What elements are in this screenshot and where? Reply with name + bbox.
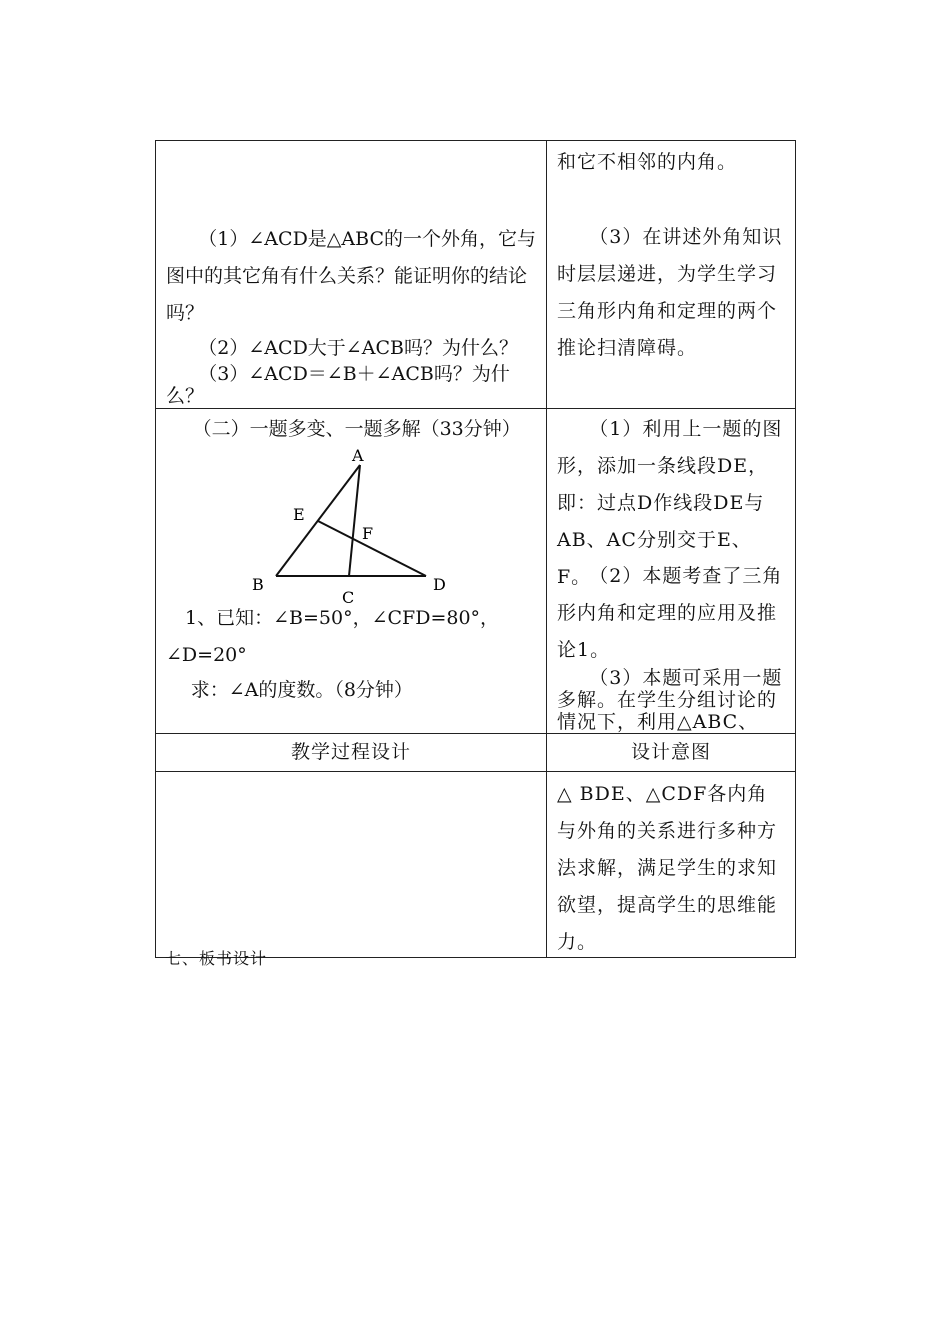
intent-cell [547, 772, 796, 958]
label-f: F [362, 524, 374, 543]
table-row [156, 141, 796, 409]
triangle-figure [236, 443, 536, 603]
board-design-heading: 七、板书设计 [165, 949, 268, 968]
table-header-row [156, 734, 796, 772]
label-b: B [252, 575, 264, 594]
intent-cell [547, 409, 796, 734]
intent-continuation: 和它不相邻的内角。 [557, 151, 738, 173]
intent-continuation-2: △ BDE、△CDF各内角与外角的关系进行多种方法求解，满足学生的求知欲望，提高学生的思维能力。 [557, 783, 778, 953]
process-cell [156, 772, 547, 958]
question-2: （2）∠ACD大于∠ACB吗？为什么？ [198, 337, 518, 359]
segment-ab [276, 465, 360, 576]
label-a: A [352, 446, 364, 465]
process-cell [156, 409, 547, 734]
header-intent: 设计意图 [547, 734, 796, 772]
question-3: （3）∠ACD＝∠B＋∠ACB吗？为什么？ [166, 363, 510, 407]
label-c: C [342, 588, 355, 603]
section-title: （二）一题多变、一题多解（33分钟） [192, 418, 521, 440]
table-row [156, 409, 796, 734]
label-d: D [433, 575, 446, 594]
problem-given: 1、已知：∠B=50°，∠CFD=80°，∠D=20° [166, 607, 500, 666]
header-process: 教学过程设计 [156, 734, 547, 772]
segment-ac [349, 465, 360, 576]
table-row [156, 772, 796, 958]
label-e: E [293, 505, 305, 524]
question-1: （1）∠ACD是△ABC的一个外角，它与图中的其它角有什么关系？能证明你的结论吗？ [166, 228, 536, 324]
intent-cell [547, 141, 796, 409]
intent-note-3b: （3）本题可采用一题多解。在学生分组讨论的情况下，利用△ABC、 [557, 667, 783, 733]
intent-note-2: （2）本题考查了三角形内角和定理的应用及推论1。 [557, 565, 783, 661]
process-cell [156, 141, 547, 409]
problem-ask: 求：∠A的度数。（8分钟） [190, 679, 413, 701]
intent-note-3: （3）在讲述外角知识时层层递进，为学生学习三角形内角和定理的两个推论扫清障碍。 [557, 226, 783, 359]
lesson-plan-table [155, 140, 796, 958]
intent-note-1: （1）利用上一题的图形，添加一条线段DE，即：过点D作线段DE与AB、AC分别交于E、F。 [557, 418, 783, 588]
